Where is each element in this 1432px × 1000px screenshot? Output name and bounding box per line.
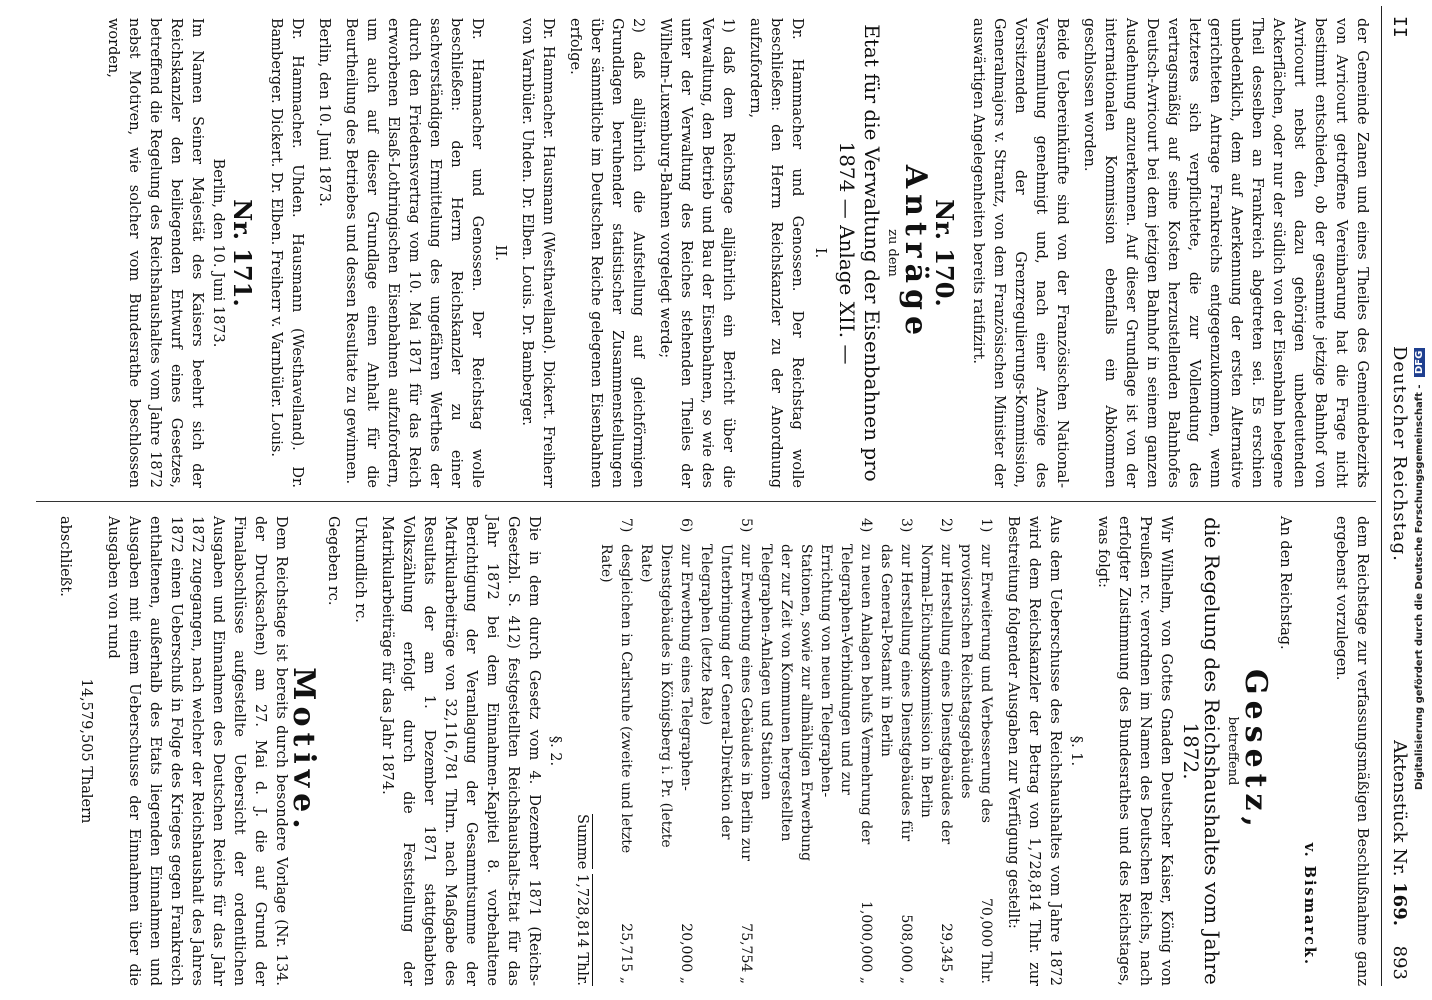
section-number-170: Nr. 170.	[930, 199, 959, 307]
preamble: Wir Wilhelm, von Gottes Gnaden Deutscher Kaiser, König von Preußen rc. verordnen im Namen des Deutschen Reichs, nach erfolgter Zustimmung des Bundesrathes und des Reichstages, was folgt:	[1095, 516, 1174, 986]
expenditure-table	[596, 516, 996, 986]
section-1-text: Aus dem Ueberschusse des Reichshaushaltes vom Jahre 1872 wird dem Reichskanzler der Betrag von 1,728,814 Thlr. zur Bestreitung folgender Ausgaben zur Verfügung gestellt:	[1005, 516, 1063, 986]
motion-item: 2) daß alljährlich die Aufstellung auf gleichförmigen Grundlagen beruhender statistischer Zusammenstellungen über sämmtliche im Deutschen Reiche gelegenen Eisenbahnen erfolge.	[567, 18, 646, 488]
expenditure-row	[636, 516, 696, 986]
scanned-page	[16, 6, 1416, 986]
expenditure-row	[916, 516, 956, 986]
header-title: Deutscher Reichstag.	[1389, 346, 1410, 562]
item-description: zur Herstellung eines Dienstgebäudes der Normal-Eichungskommission in Berlin	[918, 544, 954, 845]
motive-title: Motive.	[286, 667, 321, 835]
zu-dem-label: zu dem	[885, 229, 900, 277]
motion-date: Berlin, den 10. Juni 1873.	[316, 18, 332, 207]
item-number: 1)	[978, 518, 994, 533]
law-title: Gesetz,	[1238, 668, 1273, 834]
section-number-171: Nr. 171.	[228, 199, 257, 307]
paragraph: dem Reichstage zur verfassungsmäßigen Beschlußnahme ganz ergebenst vorzulegen.	[1333, 516, 1370, 986]
dfg-logo-badge: DFG	[1414, 348, 1425, 377]
roman-numeral-1: I.	[812, 247, 828, 259]
page-number: 893	[1389, 945, 1410, 980]
expenditure-row	[956, 516, 996, 986]
motive-amount: 14,579,505 Thalern	[78, 678, 94, 824]
item-number: 6)	[678, 518, 694, 533]
item-description: zur Herstellung eines Dienstgebäudes für das General-Postamt in Berlin	[878, 544, 914, 842]
page-header	[1381, 6, 1416, 986]
section-1-heading: §. 1.	[1068, 735, 1084, 767]
column-divider	[36, 501, 1376, 502]
header-marker: II	[1389, 16, 1410, 38]
header-number: 169.	[1389, 882, 1410, 926]
motion-item: 1) daß dem Reichstage alljährlich ein Bericht über die Verwaltung, den Betrieb und Bau der Eisenbahnen, so wie des unter der Verwaltung des Reiches stehenden Theiles der Wilhelm-Luxemburg-Bahnen vorgelegt werde;	[657, 18, 736, 488]
paragraph: Im Namen Seiner Majestät des Kaisers beehrt sich der Reichskanzler den beiliegenden Entwurf eines Gesetzes, betreffend die Regelung des Reichshaushaltes vom Jahre 1872 nebst Motiven, wie solcher vom Bundesrathe beschlossen worden,	[105, 18, 205, 488]
urkund-line: Urkundlich rc.	[352, 516, 368, 623]
expenditure-row	[596, 516, 636, 986]
sum-value: 1,728,814 Thlr.	[574, 874, 593, 986]
item-amount: 20,000 „	[678, 923, 694, 984]
motion-signatories: Dr. Hammacher. Uhden. Hausmann (Westhavelland). Dr. Bamberger. Dickert. Dr. Elben. Freiherr v. Varnbüler. Louis.	[268, 18, 305, 488]
right-column	[48, 516, 1372, 986]
expenditure-row	[696, 516, 756, 986]
item-description: zur Erwerbung eines Gebäudes in Berlin zur Unterbringung der General-Direktion der Telegraphen (letzte Rate)	[698, 544, 754, 861]
section-title-antraege: Anträge	[898, 164, 933, 342]
signature-bismarck: v. Bismarck.	[1301, 842, 1318, 966]
item-number: 3)	[898, 518, 914, 533]
paragraph: Beide Uebereinkünfte sind von der Französischen National-Versammlung genehmigt und, nach einer Anzeige des Vorsitzenden der Grenzregulierungs-Kommission, Generalmajors v. Strantz, von dem Französischen Minister der auswärtigen Angelegenheiten bereits ratifizirt.	[970, 18, 1070, 488]
sum-label: Summe	[574, 814, 593, 869]
dfg-credit-text: Digitalisierung gefördert durch die Deutsche Forschungsgemeinschaft -	[1414, 384, 1425, 790]
item-description: zur Erweiterung und Verbesserung des provisorischen Reichstagsgebäudes	[958, 544, 994, 823]
item-amount: 25,715 „	[618, 923, 634, 984]
dfg-side-credit	[1414, 30, 1428, 790]
item-amount: 75,754 „	[738, 923, 754, 984]
section-2-heading: §. 2.	[547, 735, 563, 767]
motive-text: Dem Reichstage ist bereits durch besondere Vorlage (Nr. 134. der Drucksachen) am 27. Mai d. J. die auf Grund der Finalabschlüsse aufgestellte Uebersicht der ordentlichen Ausgaben und Einnahmen des Deutschen Reichs für das Jahr 1872 zugegangen, nach welcher der Reichshaushalt des Jahres 1872 einen Ueberschuß in Folge des Krieges gegen Frankreich enthaltenen, außerhalb des Etats liegenden Einnahmen und Ausgaben mit einem Ueberschusse der Einnahmen über die Ausgaben von rund	[105, 516, 289, 986]
item-number: 2)	[938, 518, 954, 533]
motion-intro: Dr. Hammacher und Genossen. Der Reichstag wolle beschließen: den Herrn Reichskanzler zu einer sachverständigen Ermittelung des ungefähren Werthes der durch den Friedensvertrag vom 10. Mai 1871 für das Reich erworbenen Elsaß-Lothringischen Eisenbahnen aufzufordern, um auch auf dieser Grundlage einen Anhalt für die Beurtheilung des Betriebes und dessen Resultate zu gewinnen.	[343, 18, 485, 488]
paragraph: der Gemeinde Zanen und eines Theiles des Gemeindebezirks von Avricourt getroffene Vereinbarung hat die Frage nicht bestimmt entschieden, ob der gesammte jetzige Bahnhof von Avricourt nebst den dazu gehörigen unbedeutenden Ackerflächen, oder nur der südlich von der Eisenbahn belegene Theil desselben an Frankreich abgetreten sei. Es erschien unbedenklich, dem auf Anerkennung der ersten Alternative gerichteten Antrage Frankreichs entgegenzukommen, wenn letzteres sich verpflichtete, die zur Vollendung des vertragsmäßig auf seine Kosten herzustellenden Bahnhofes Deutsch-Avricourt bei dem jetzigen Bahnhof in seinem ganzen Ausdehnung anzuerkennen. Auf dieser Grundlage ist von der internationalen Kommission ebenfalls ein Abkommen geschlossen worden.	[1081, 18, 1370, 488]
motive-end: abschließt.	[57, 516, 73, 597]
gegeben-line: Gegeben rc.	[325, 516, 341, 606]
item-amount: 1,000,000 „	[858, 901, 874, 984]
item-description: desgleichen in Carlsruhe (zweite und letzte Rate)	[598, 544, 634, 854]
item-description: zur Erwerbung eines Telegraphen-Dienstgebäudes in Königsberg i. Pr. (letzte Rate)	[638, 544, 694, 848]
law-subject: die Regelung des Reichshaushaltes vom Jahre 1872.	[1179, 517, 1224, 985]
sum-row	[571, 516, 592, 986]
expenditure-row	[876, 516, 916, 986]
item-number: 4)	[858, 518, 874, 533]
betreffend-label: betreffend	[1225, 716, 1240, 786]
header-aktenstueck	[1389, 740, 1410, 926]
etat-title-line-1: Etat für die Verwaltung der Eisenbahnen pro	[860, 24, 884, 482]
item-amount: 70,000 Thlr.	[978, 898, 994, 984]
item-number: 5)	[738, 518, 754, 533]
item-amount: 508,000 „	[898, 914, 914, 984]
expenditure-row	[756, 516, 876, 986]
roman-numeral-2: II.	[492, 244, 508, 262]
header-aktenstueck-label: Aktenstück Nr.	[1389, 740, 1410, 877]
dateline: Berlin, den 10. Juni 1873.	[210, 158, 226, 348]
item-amount: 29,345 „	[938, 923, 954, 984]
addressee: An den Reichstag.	[1277, 516, 1293, 650]
item-description: zu neuen Anlagen behufs Vermehrung der Telegraphen-Verbindungen und zur Errichtung von neuen Telegraphen-Stationen, sowie zur allmähligen Erwerbung der zur Zeit von Kommunen hergestellten Telegraphen-Anlagen und Stationen	[758, 544, 874, 862]
motion-intro: Dr. Hammacher und Genossen. Der Reichstag wolle beschließen: den Herrn Reichskanzler zu der Anordnung aufzufordern,	[747, 18, 805, 488]
etat-title-line-2: 1874 — Anlage XII. —	[835, 141, 859, 365]
left-column	[96, 18, 1372, 488]
section-2-text: Die in dem durch Gesetz vom 4. Dezember 1871 (Reichs-Gesetzbl. S. 412) festgestellten Reichshaushalts-Etat für das Jahr 1872 bei dem Einnahmen-Kapitel 8. vorbehaltene Berichtigung der Veranlagung der Gesammtsumme der Matrikularbeiträge von 32,116,781 Thlrn. nach Maßgabe des Resultats der am 1. Dezember 1871 stattgehabten Volkszählung erfolgt durch die Feststellung der Matrikularbeiträge für das Jahr 1874.	[379, 516, 542, 986]
item-number: 7)	[618, 518, 634, 533]
motion-signatories: Dr. Hammacher. Hausmann (Westhavelland). Dickert. Freiherr von Varnbüler. Uhden. Dr. Elben. Louis. Dr. Bamberger.	[519, 18, 556, 488]
